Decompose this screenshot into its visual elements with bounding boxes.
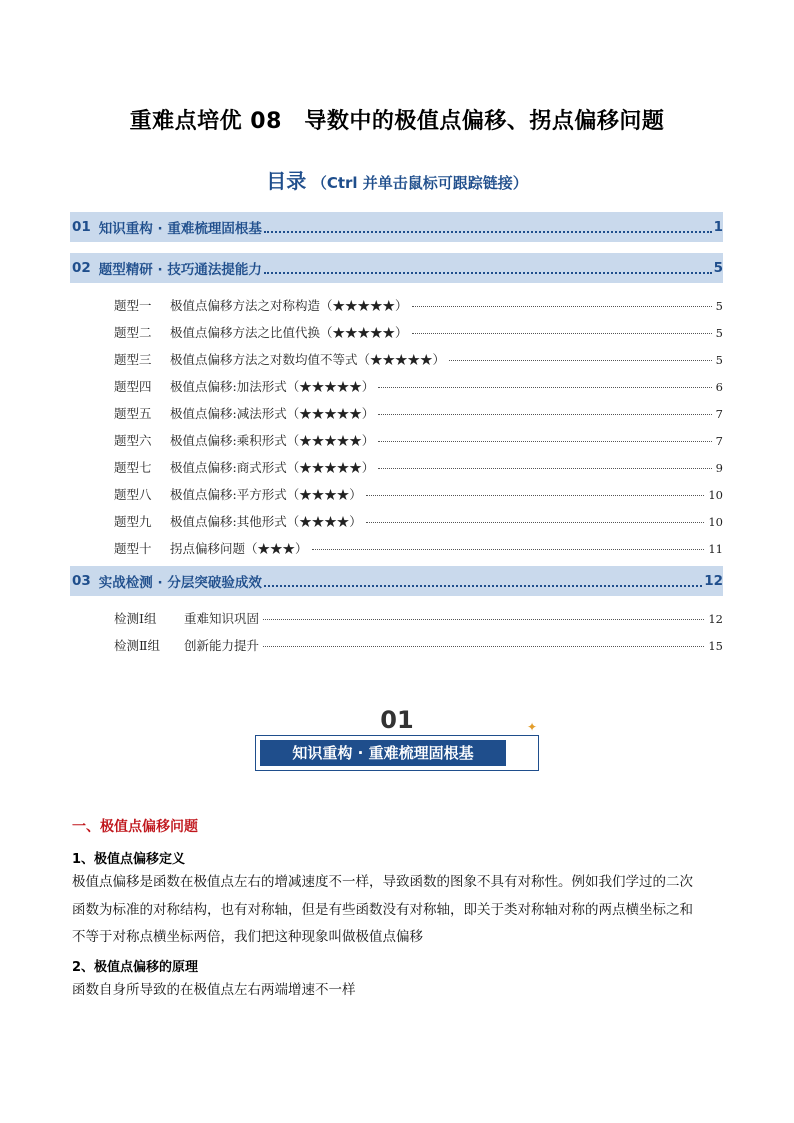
toc-section-page: 5 bbox=[713, 260, 723, 276]
toc-item[interactable] bbox=[70, 296, 723, 316]
toc-item-page: 10 bbox=[708, 515, 723, 529]
toc-item-label: 题型五 bbox=[114, 406, 152, 421]
toc-leader bbox=[412, 333, 712, 334]
toc-leader bbox=[366, 495, 705, 496]
toc-leader bbox=[378, 441, 711, 442]
toc-leader bbox=[264, 231, 712, 233]
toc-section-num: 03 bbox=[72, 573, 91, 589]
toc-item[interactable] bbox=[70, 458, 723, 478]
toc-item-text: 拐点偏移问题（★★★） bbox=[170, 541, 308, 556]
toc-item-text: 极值点偏移方法之比值代换（★★★★★） bbox=[170, 325, 408, 340]
toc-item-page: 6 bbox=[715, 380, 723, 394]
toc-item-label: 题型十 bbox=[114, 541, 152, 556]
toc-leader bbox=[264, 585, 702, 587]
toc-item-page: 9 bbox=[715, 461, 723, 475]
toc-leader bbox=[264, 272, 712, 274]
toc-item-text: 极值点偏移方法之对数均值不等式（★★★★★） bbox=[170, 352, 446, 367]
toc-item-text: 极值点偏移:乘积形式（★★★★★） bbox=[170, 433, 375, 448]
paragraph-line: 不等于对称点横坐标两倍，我们把这种现象叫做极值点偏移 bbox=[72, 929, 423, 945]
toc-section-page: 12 bbox=[704, 573, 723, 589]
section-badge-number: 01 bbox=[380, 706, 414, 734]
toc-item-label: 题型一 bbox=[114, 298, 152, 313]
toc-item[interactable] bbox=[70, 404, 723, 424]
toc-section-page: 1 bbox=[713, 219, 723, 235]
toc-item-page: 7 bbox=[715, 434, 723, 448]
toc-section-label: 题型精研 · 技巧通法提能力 bbox=[98, 262, 262, 278]
document-title: 重难点培优 08 导数中的极值点偏移、拐点偏移问题 bbox=[129, 109, 665, 134]
toc-section-01[interactable] bbox=[70, 212, 723, 242]
toc-item[interactable] bbox=[70, 431, 723, 451]
toc-item-label: 题型九 bbox=[114, 514, 152, 529]
toc-item-text: 极值点偏移:加法形式（★★★★★） bbox=[170, 379, 375, 394]
toc-item-page: 5 bbox=[715, 326, 723, 340]
content-paragraph-2: 函数自身所导致的在极值点左右两端增速不一样 bbox=[72, 982, 356, 998]
paragraph-line: 函数为标准的对称结构，也有对称轴，但是有些函数没有对称轴，即关于类对称轴对称的两点横坐标之和 bbox=[72, 901, 693, 918]
toc-check-item[interactable] bbox=[70, 636, 723, 656]
toc-item[interactable] bbox=[70, 323, 723, 343]
toc-heading bbox=[0, 165, 794, 194]
toc-leader bbox=[312, 549, 705, 550]
sparkle-icon: ✦ bbox=[526, 720, 537, 734]
toc-hint: （Ctrl 并单击鼠标可跟踪链接） bbox=[311, 174, 528, 192]
toc-section-num: 02 bbox=[72, 260, 91, 276]
toc-check-text: 重难知识巩固 bbox=[184, 611, 260, 626]
toc-section-label: 实战检测 · 分层突破验成效 bbox=[98, 575, 262, 591]
toc-leader bbox=[263, 619, 704, 620]
toc-leader bbox=[263, 646, 704, 647]
toc-check-page: 15 bbox=[708, 639, 723, 653]
toc-item[interactable] bbox=[70, 539, 723, 559]
content-subheading-1: 1、极值点偏移定义 bbox=[72, 852, 186, 867]
content-subheading-2: 2、极值点偏移的原理 bbox=[72, 960, 199, 975]
toc-item-text: 极值点偏移:商式形式（★★★★★） bbox=[170, 460, 375, 475]
toc-section-num: 01 bbox=[72, 219, 91, 235]
toc-item-label: 题型四 bbox=[114, 379, 152, 394]
toc-item[interactable] bbox=[70, 350, 723, 370]
toc-item-page: 10 bbox=[708, 488, 723, 502]
toc-check-text: 创新能力提升 bbox=[184, 638, 260, 653]
section-badge-label: 知识重构 · 重难梳理固根基 bbox=[260, 740, 506, 766]
toc-item-label: 题型三 bbox=[114, 352, 152, 367]
content-heading: 一、极值点偏移问题 bbox=[72, 819, 198, 835]
toc-title: 目录 bbox=[266, 169, 307, 193]
toc-leader bbox=[378, 468, 711, 469]
paragraph-line: 极值点偏移是函数在极值点左右的增减速度不一样，导致函数的图象不具有对称性。例如我们学过的二次 bbox=[72, 874, 693, 890]
toc-item-text: 极值点偏移:减法形式（★★★★★） bbox=[170, 406, 375, 421]
toc-item-page: 11 bbox=[708, 542, 723, 556]
toc-item-text: 极值点偏移:平方形式（★★★★） bbox=[170, 487, 362, 502]
toc-section-03[interactable] bbox=[70, 566, 723, 596]
content-paragraph-1 bbox=[72, 869, 722, 952]
toc-item[interactable] bbox=[70, 485, 723, 505]
toc-section-label: 知识重构 · 重难梳理固根基 bbox=[98, 221, 262, 237]
toc-check-label: 检测Ⅰ组 bbox=[114, 611, 157, 626]
toc-check-label: 检测Ⅱ组 bbox=[114, 638, 160, 653]
toc-item[interactable] bbox=[70, 512, 723, 532]
toc-leader bbox=[378, 414, 711, 415]
toc-item-text: 极值点偏移:其他形式（★★★★） bbox=[170, 514, 362, 529]
toc-leader bbox=[378, 387, 711, 388]
toc-item-label: 题型二 bbox=[114, 325, 152, 340]
toc-leader bbox=[449, 360, 712, 361]
toc-item-page: 5 bbox=[715, 353, 723, 367]
toc-item-page: 7 bbox=[715, 407, 723, 421]
toc-leader bbox=[366, 522, 705, 523]
toc-item-page: 5 bbox=[715, 299, 723, 313]
toc-leader bbox=[412, 306, 712, 307]
toc-item-label: 题型七 bbox=[114, 460, 152, 475]
toc-item[interactable] bbox=[70, 377, 723, 397]
toc-check-item[interactable] bbox=[70, 609, 723, 629]
toc-check-page: 12 bbox=[708, 612, 723, 626]
toc-item-text: 极值点偏移方法之对称构造（★★★★★） bbox=[170, 298, 408, 313]
toc-item-label: 题型八 bbox=[114, 487, 152, 502]
toc-section-02[interactable] bbox=[70, 253, 723, 283]
toc-item-label: 题型六 bbox=[114, 433, 152, 448]
